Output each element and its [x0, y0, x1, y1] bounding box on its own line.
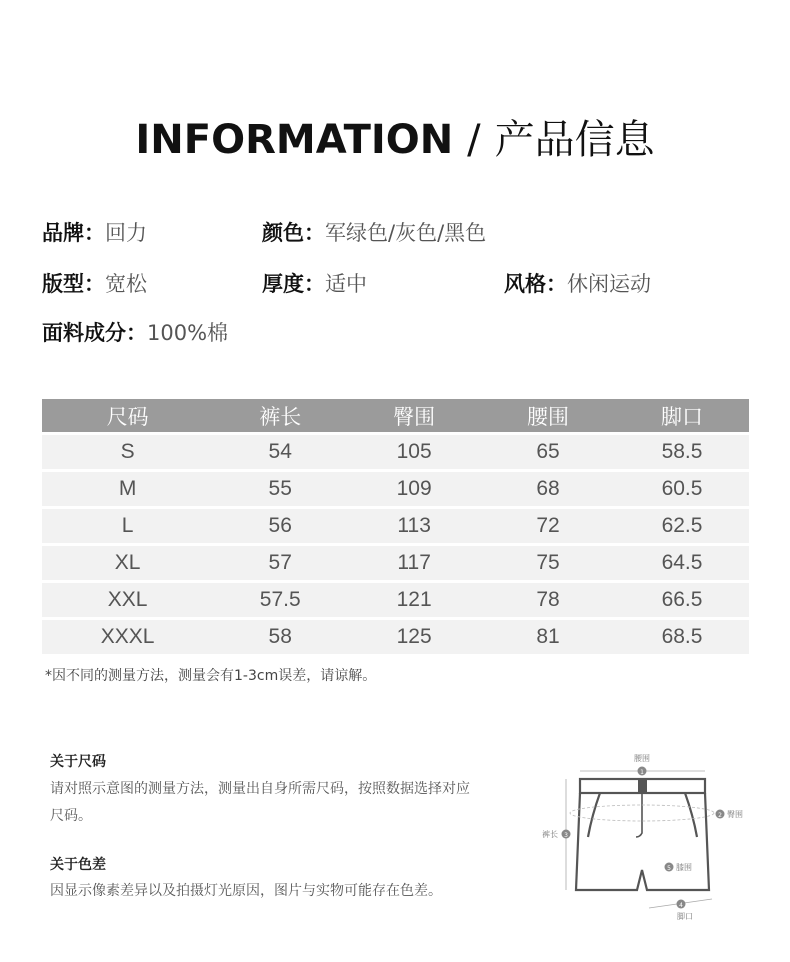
table-cell: 117 [347, 546, 481, 580]
thickness-label: 厚度： [262, 272, 325, 296]
length-number: 3 [564, 832, 568, 839]
shorts-outline [576, 779, 709, 890]
color-value: 军绿色/灰色/黑色 [325, 221, 487, 245]
hip-number: 2 [718, 812, 722, 819]
hip-label: 臀围 [727, 810, 743, 819]
table-row [42, 509, 749, 543]
about-color-title: 关于色差 [50, 857, 106, 873]
measurement-note: *因不同的测量方法，测量会有1-3cm误差，请谅解。 [45, 668, 377, 684]
table-cell: 68.5 [615, 620, 749, 654]
size-table-header [42, 399, 749, 432]
info-style [504, 270, 651, 298]
hem-number: 4 [679, 902, 683, 909]
header-waist: 腰围 [481, 399, 615, 432]
fly-stitch [636, 793, 642, 837]
waist-number: 1 [640, 769, 644, 776]
info-fabric [42, 319, 228, 347]
fit-value: 宽松 [105, 272, 147, 296]
table-cell: 57 [213, 546, 347, 580]
brand-label: 品牌： [42, 221, 105, 245]
table-row [42, 620, 749, 654]
table-cell: 68 [481, 472, 615, 506]
table-cell: 105 [347, 435, 481, 469]
header-length: 裤长 [213, 399, 347, 432]
table-cell: XL [42, 546, 213, 580]
fit-label: 版型： [42, 272, 105, 296]
waist-label: 腰围 [634, 754, 650, 763]
table-cell: L [42, 509, 213, 543]
header-size: 尺码 [42, 399, 213, 432]
hem-label: 脚口 [677, 912, 693, 921]
about-size-title: 关于尺码 [50, 754, 106, 770]
table-cell: 65 [481, 435, 615, 469]
style-label: 风格： [504, 272, 567, 296]
title-en: INFORMATION [135, 117, 454, 163]
header-hip: 臀围 [347, 399, 481, 432]
table-row [42, 583, 749, 617]
table-cell: 54 [213, 435, 347, 469]
table-cell: 109 [347, 472, 481, 506]
thigh-number: 5 [667, 865, 671, 872]
table-row [42, 435, 749, 469]
table-cell: M [42, 472, 213, 506]
info-thickness [262, 270, 367, 298]
table-cell: 57.5 [213, 583, 347, 617]
info-fit [42, 270, 147, 298]
shorts-measurement-diagram [530, 745, 760, 935]
table-cell: 121 [347, 583, 481, 617]
table-cell: 56 [213, 509, 347, 543]
page-title [0, 108, 790, 165]
header-hem: 脚口 [615, 399, 749, 432]
table-row [42, 546, 749, 580]
fabric-label: 面料成分： [42, 321, 147, 345]
info-brand [42, 219, 147, 247]
table-cell: 78 [481, 583, 615, 617]
table-cell: S [42, 435, 213, 469]
info-color [262, 219, 486, 247]
table-cell: 62.5 [615, 509, 749, 543]
about-color-text: 因显示像素差异以及拍摄灯光原因，图片与实物可能存在色差。 [50, 883, 442, 899]
table-cell: 113 [347, 509, 481, 543]
title-separator: / [467, 117, 481, 163]
title-cn: 产品信息 [494, 117, 655, 163]
table-cell: 72 [481, 509, 615, 543]
table-cell: 64.5 [615, 546, 749, 580]
table-cell: 75 [481, 546, 615, 580]
table-cell: XXXL [42, 620, 213, 654]
length-label: 裤长 [542, 830, 558, 839]
table-cell: XXL [42, 583, 213, 617]
table-row [42, 472, 749, 506]
table-cell: 81 [481, 620, 615, 654]
about-size-text: 请对照示意图的测量方法，测量出自身所需尺码，按照数据选择对应尺码。 [50, 781, 470, 824]
size-table [42, 396, 749, 657]
table-cell: 58 [213, 620, 347, 654]
table-cell: 60.5 [615, 472, 749, 506]
table-cell: 58.5 [615, 435, 749, 469]
thigh-label: 膝围 [676, 863, 692, 872]
style-value: 休闲运动 [567, 272, 651, 296]
table-cell: 55 [213, 472, 347, 506]
fabric-value: 100%棉 [147, 321, 229, 345]
right-pocket [685, 793, 697, 837]
left-pocket [588, 793, 600, 837]
color-label: 颜色： [262, 221, 325, 245]
thickness-value: 适中 [325, 272, 367, 296]
waist-tag [638, 779, 647, 793]
table-cell: 125 [347, 620, 481, 654]
table-cell: 66.5 [615, 583, 749, 617]
brand-value: 回力 [105, 221, 147, 245]
